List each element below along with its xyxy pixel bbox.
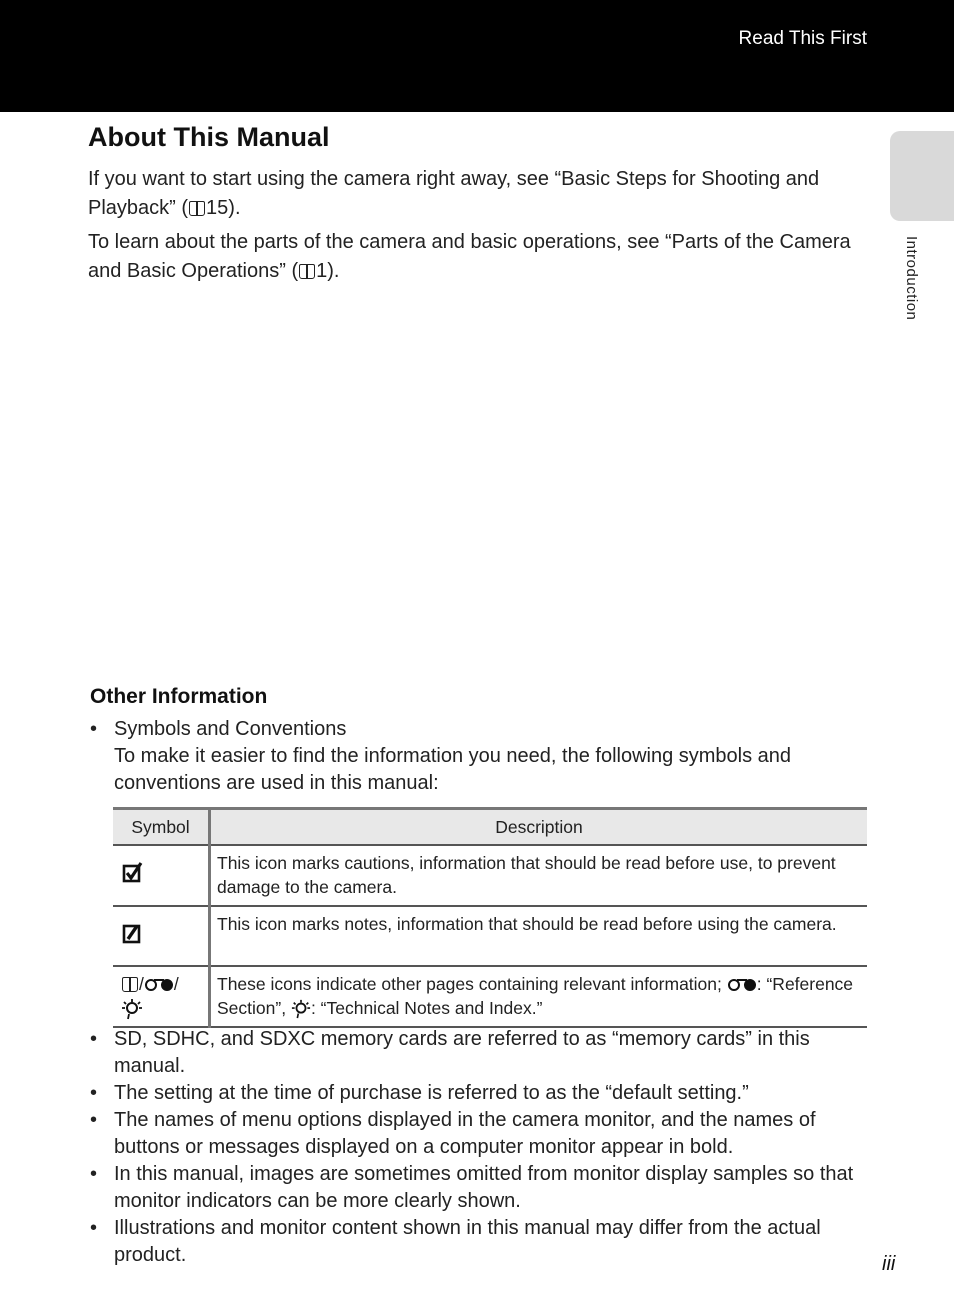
list-item: • The names of menu options displayed in the camera monitor, and the names of buttons or messages displayed on a computer monitor appear in bold. xyxy=(90,1107,870,1161)
page-reference-icon xyxy=(299,264,315,279)
intro-paragraph-quick-start xyxy=(88,165,873,223)
description-cell: This icon marks cautions, information that should be read before use, to prevent damage to the camera. xyxy=(210,845,868,906)
technical-notes-icon xyxy=(291,999,311,1019)
page-number: iii xyxy=(882,1253,896,1275)
description-text: : “Reference Section”, xyxy=(217,974,854,1018)
symbol-cell xyxy=(113,845,210,906)
list-item: • The setting at the time of purchase is referred to as the “default setting.” xyxy=(90,1080,870,1107)
description-text: These icons indicate other pages containing relevant information; xyxy=(217,974,727,994)
description-cell: This icon marks notes, information that should be read before using the camera. xyxy=(210,906,868,966)
symbol-cell xyxy=(113,906,210,966)
conventions-list xyxy=(90,1026,870,1269)
page-reference-link[interactable]: 15 xyxy=(206,197,229,219)
intro-text: ). xyxy=(327,260,340,282)
icon-separator: / xyxy=(173,974,179,994)
table-header-description: Description xyxy=(210,809,868,846)
symbols-table xyxy=(113,807,867,1028)
header-bar xyxy=(0,0,954,112)
header-title: Read This First xyxy=(738,28,867,49)
table-header-row xyxy=(113,809,867,846)
note-pencil-icon xyxy=(121,922,143,944)
list-item-title: • Symbols and Conventions xyxy=(114,718,347,740)
section-tab xyxy=(890,131,954,221)
list-item: • SD, SDHC, and SDXC memory cards are referred to as “memory cards” in this manual. xyxy=(90,1026,870,1080)
list-item: • In this manual, images are sometimes omitted from monitor display samples so that monitor indicators can be more clearly shown. xyxy=(90,1161,870,1215)
intro-text: To learn about the parts of the camera and basic operations, see “Parts of the Camera and Basic Operations” ( xyxy=(88,231,851,282)
list-item xyxy=(90,716,870,797)
intro-text: ). xyxy=(228,197,241,219)
list-item: • Illustrations and monitor content shown in this manual may differ from the actual product. xyxy=(90,1215,870,1269)
table-row xyxy=(113,966,867,1027)
reference-section-icon xyxy=(727,977,757,993)
table-row xyxy=(113,845,867,906)
reference-section-icon xyxy=(144,977,174,993)
description-text: : “Technical Notes and Index.” xyxy=(310,998,543,1018)
section-tab-label: Introduction xyxy=(903,236,920,321)
table-row xyxy=(113,906,867,966)
symbols-list xyxy=(90,716,870,797)
intro-paragraph-parts xyxy=(88,228,873,286)
caution-checkmark-icon xyxy=(121,861,143,883)
list-item-text: To make it easier to find the information you need, the following symbols and conventions are used in this manual: xyxy=(114,745,792,794)
table-header-symbol: Symbol xyxy=(113,809,210,846)
page-title: About This Manual xyxy=(88,122,330,152)
technical-notes-icon xyxy=(121,998,143,1020)
description-cell xyxy=(210,966,868,1027)
page-reference-icon xyxy=(189,201,205,216)
page-reference-link[interactable]: 1 xyxy=(316,260,328,282)
intro-text: If you want to start using the camera right away, see “Basic Steps for Shooting and Playback” ( xyxy=(88,168,820,219)
other-information-heading: Other Information xyxy=(90,685,268,708)
symbol-cell xyxy=(113,966,210,1027)
icon-separator: / xyxy=(139,974,144,994)
page-reference-icon xyxy=(122,977,138,992)
